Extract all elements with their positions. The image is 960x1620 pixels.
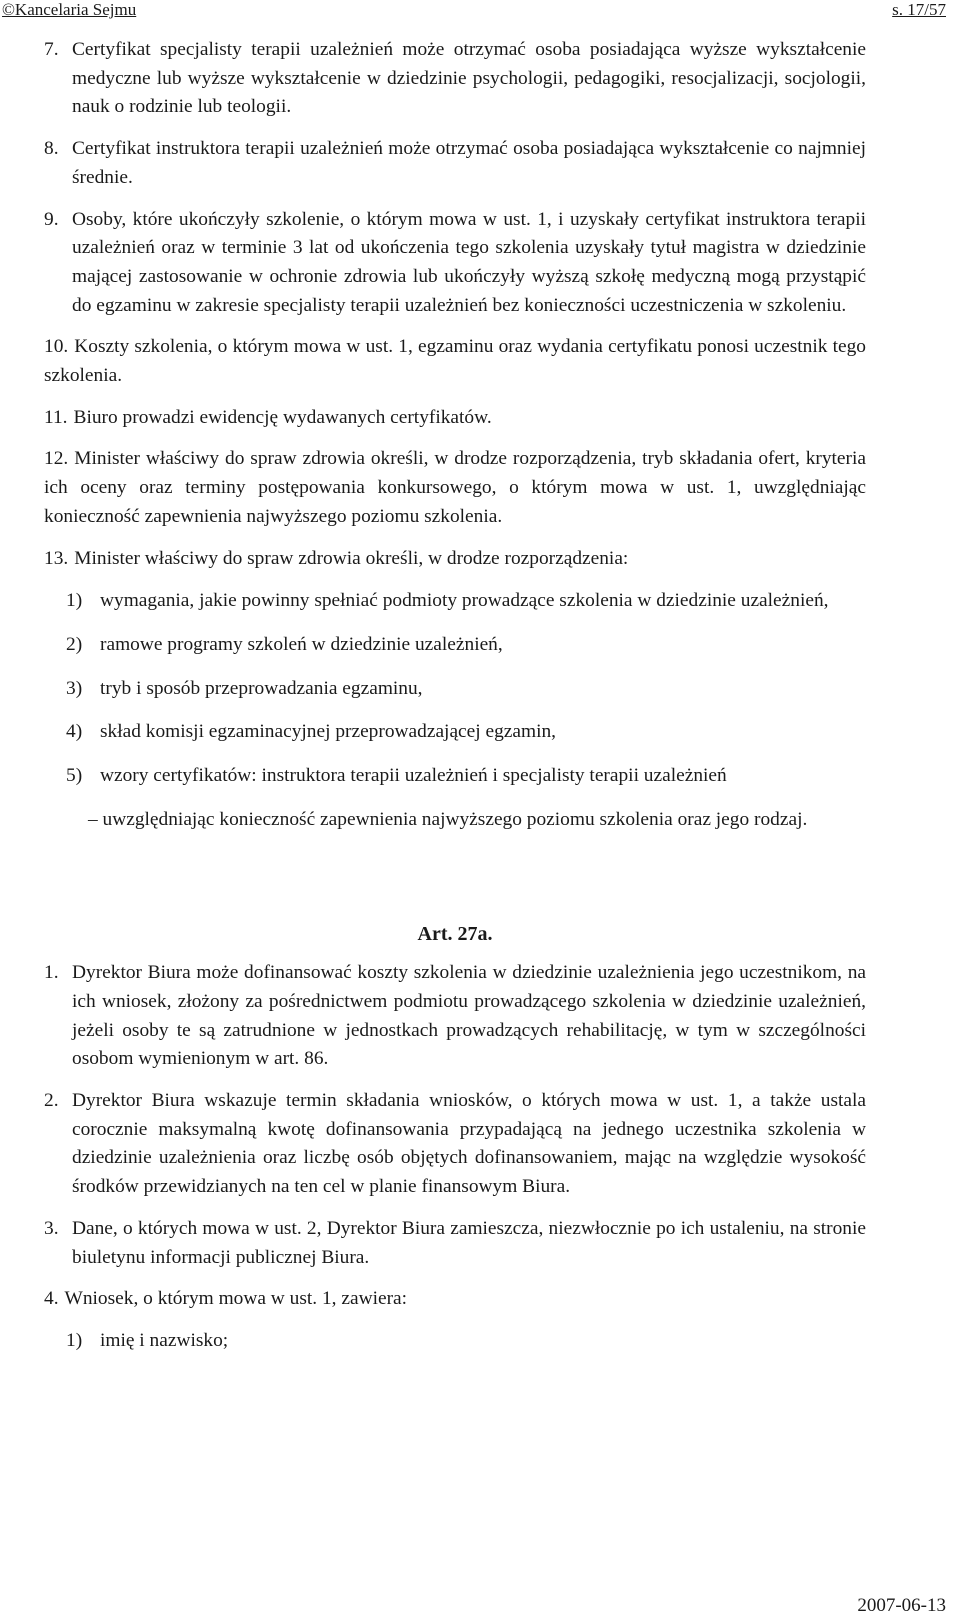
list-item: 3) tryb i sposób przeprowadzania egzaminu, xyxy=(66,677,423,699)
paragraph-8: 8. Certyfikat instruktora terapii uzależnień może otrzymać osoba posiadająca wykształcenie co najmniej średnie. xyxy=(44,138,866,188)
application-contents-list xyxy=(66,1327,866,1356)
list-item: 2) ramowe programy szkoleń w dziedzinie uzależnień, xyxy=(66,633,503,655)
paragraph-13: 13. Minister właściwy do spraw zdrowia określi, w drodze rozporządzenia: xyxy=(44,547,629,569)
list-item: 5) wzory certyfikatów: instruktora terapii uzależnień i specjalisty terapii uzależnień xyxy=(66,765,727,787)
paragraph-9: 9. Osoby, które ukończyły szkolenie, o którym mowa w ust. 1, i uzyskały certyfikat instruktora terapii uzależnień oraz w terminie 3 lat od ukończenia tego szkolenia uzyskały tytuł magistra w dziedzinie mającej zastosowanie w ochronie zdrowia lub ukończyły wyższą szkołę medyczną mogą przystąpić do egzaminu w zakresie specjalisty terapii uzależnień bez konieczności uczestniczenia w szkoleniu. xyxy=(44,208,866,316)
source-link[interactable]: ©Kancelaria Sejmu xyxy=(2,0,137,19)
paragraph-7: 7. Certyfikat specjalisty terapii uzależnień może otrzymać osoba posiadająca wyższe wykształcenie medyczne lub wyższe wykształcenie w dziedzinie psychologii, pedagogiki, resocjalizacji, socjologii, nauk o rodzinie lub teologii. xyxy=(44,39,866,118)
list-item: 4) skład komisji egzaminacyjnej przeprowadzającej egzamin, xyxy=(66,721,557,743)
paragraph-12: 12. Minister właściwy do spraw zdrowia określi, w drodze rozporządzenia, tryb składania ofert, kryteria ich oceny oraz terminy postępowania konkursowego, o którym mowa w ust. 1, uwzględniając konieczność zapewnienia najwyższego poziomu szkolenia. xyxy=(44,448,866,527)
regulation-list xyxy=(66,587,866,791)
article-title: Art. 27a. xyxy=(417,923,493,946)
article-paragraph-2: 2. Dyrektor Biura wskazuje termin składania wniosków, o których mowa w ust. 1, a także ustala corocznie maksymalną kwotę dofinansowania przypadającą na jednego uczestnika szkolenia w dziedzinie uzależnienia oraz liczbę osób objętych dofinansowaniem, mając na względzie wysokość środków przewidzianych na ten cel w planie finansowym Biura. xyxy=(44,1089,866,1198)
document-date: 2007-06-13 xyxy=(857,1595,946,1616)
paragraph-11: 11. Biuro prowadzi ewidencję wydawanych certyfikatów. xyxy=(44,406,492,428)
article-paragraph-1: 1. Dyrektor Biura może dofinansować koszty szkolenia w dziedzinie uzależnienia jego uczestnikom, na ich wniosek, złożony za pośrednictwem podmiotu prowadzącego szkolenia w dziedzinie uzależnień, jeżeli osoby te są zatrudnione w jednostkach prowadzących rehabilitację, w tym w szczególności osobom wymienionym w art. 86. xyxy=(44,962,866,1070)
paragraph-10: 10. Koszty szkolenia, o którym mowa w ust. 1, egzaminu oraz wydania certyfikatu ponosi uczestnik tego szkolenia. xyxy=(44,336,866,387)
article-paragraph-4: 4. Wniosek, o którym mowa w ust. 1, zawiera: xyxy=(44,1288,408,1310)
list-item: 1) imię i nazwisko; xyxy=(66,1329,229,1351)
page-number-link[interactable]: s. 17/57 xyxy=(892,0,946,19)
closing-clause: – uwzględniając konieczność zapewnienia najwyższego poziomu szkolenia oraz jego rodzaj. xyxy=(88,808,808,830)
page-header xyxy=(0,0,960,22)
list-item: 1) wymagania, jakie powinny spełniać podmioty prowadzące szkolenia w dziedzinie uzależnień, xyxy=(66,590,829,612)
document-body xyxy=(44,36,866,1371)
article-paragraph-3: 3. Dane, o których mowa w ust. 2, Dyrektor Biura zamieszcza, niezwłocznie po ich ustaleniu, na stronie biuletynu informacji publicznej Biura. xyxy=(44,1217,866,1268)
